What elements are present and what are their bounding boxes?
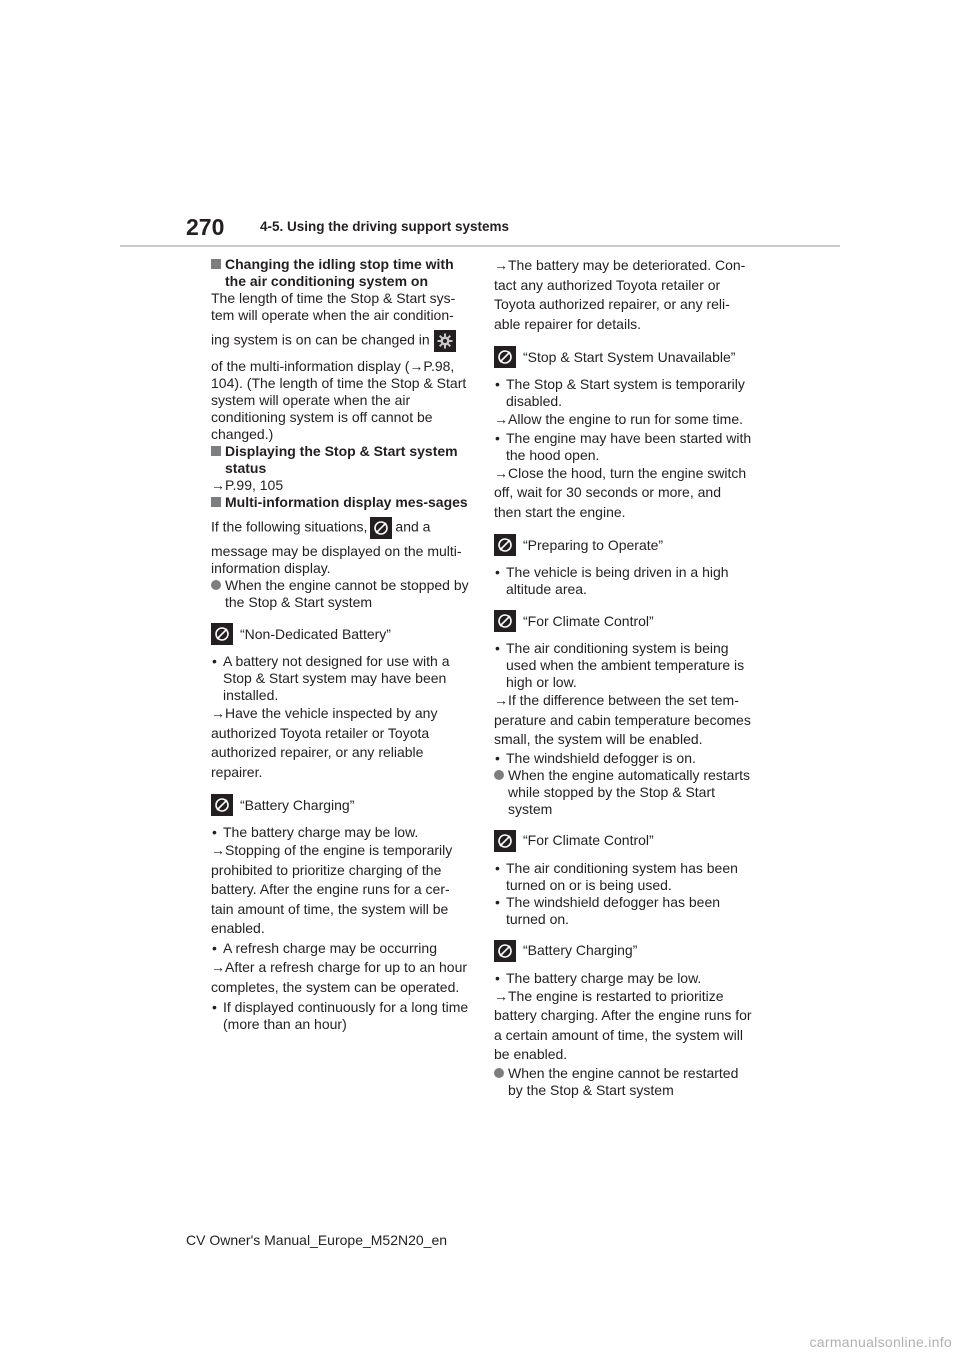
list-item: • The battery charge may be low. — [494, 970, 752, 987]
message-for-climate-control — [494, 830, 752, 852]
paragraph-settings-line — [211, 330, 469, 352]
list-item: • A battery not designed for use with a Stop & Start system may have been installed. — [211, 653, 469, 704]
paragraph: of the multi-information display (→P.98, 104). (The length of time the Stop & Start system will operate when the air conditioning system is off cannot be changed.) — [211, 358, 467, 442]
stop-start-indicator-icon — [494, 534, 516, 556]
list-item: • The air conditioning system is being used when the ambient temperature is high or low. — [494, 640, 752, 691]
bullet-cannot-stop — [211, 577, 469, 611]
bullet-auto-restart — [494, 767, 752, 818]
list-item: • The vehicle is being driven in a high altitude area. — [494, 564, 752, 598]
heading-text: Displaying the Stop & Start system status — [225, 443, 458, 476]
bullet-dot-icon — [211, 580, 221, 590]
action-text: →Close the hood, turn the engine switch off, wait for 30 seconds or more, and then start the engine. — [494, 464, 747, 520]
paragraph: message may be displayed on the multi-information display. — [211, 543, 462, 576]
message-text: “Battery Charging” — [523, 942, 638, 958]
heading-text: Multi-information display mes-sages — [225, 494, 468, 510]
action-text: →If the difference between the set tem-perature and cabin temperature becomes small, the system will be enabled. — [494, 692, 751, 747]
heading-square-icon — [211, 259, 221, 269]
message-text: “Non-Dedicated Battery” — [240, 625, 391, 642]
section-title: 4-5. Using the driving support systems — [260, 219, 510, 234]
heading-square-icon — [211, 446, 221, 456]
message-text: “For Climate Control” — [523, 832, 654, 848]
heading-status — [211, 443, 469, 477]
stop-start-indicator-icon — [494, 830, 516, 852]
page-reference: →P.99, 105 — [211, 477, 284, 493]
left-column — [211, 256, 469, 1033]
message-preparing-to-operate — [494, 534, 752, 556]
list-item: • If displayed continuously for a long time (more than an hour) — [211, 999, 469, 1033]
watermark: carmanualsonline.info — [809, 1334, 952, 1350]
message-system-unavailable — [494, 346, 752, 368]
message-text: “Stop & Start System Unavailable” — [523, 348, 736, 365]
paragraph-text: ing system is on can be changed in — [211, 331, 430, 348]
message-for-climate-control — [494, 610, 752, 632]
paragraph: The length of time the Stop & Start sys-tem will operate when the air condition- — [211, 290, 456, 323]
header-rule — [120, 245, 840, 247]
list-item: • The Stop & Start system is temporarily disabled. — [494, 376, 752, 410]
paragraph-text: and a — [395, 518, 431, 535]
paragraph-text: If the following situations, — [211, 518, 368, 535]
message-non-dedicated-battery — [211, 623, 469, 645]
action-text: →Allow the engine to run for some time. — [494, 411, 744, 427]
list-item: • The windshield defogger is on. — [494, 750, 752, 767]
bullet-dot-icon — [494, 1068, 504, 1078]
message-battery-charging — [211, 794, 469, 816]
message-text: “For Climate Control” — [523, 612, 654, 629]
stop-start-indicator-icon — [211, 794, 233, 816]
list-item: • The windshield defogger has been turned on. — [494, 894, 752, 928]
stop-start-indicator-icon — [211, 623, 233, 645]
action-text: →The battery may be deteriorated. Con-tact any authorized Toyota retailer or Toyota authorized repairer, or any reli-able repairer for details. — [494, 257, 746, 332]
bullet-dot-icon — [494, 770, 504, 780]
heading-text: Changing the idling stop time with the air conditioning system on — [225, 256, 454, 289]
message-text: “Battery Charging” — [240, 796, 355, 813]
heading-messages — [211, 494, 469, 511]
action-text: →After a refresh charge for up to an hour completes, the system can be operated. — [211, 959, 468, 995]
right-column — [494, 256, 752, 1099]
page-number: 270 — [186, 214, 225, 240]
paragraph-icon-line — [211, 517, 469, 539]
message-text: “Preparing to Operate” — [523, 536, 664, 553]
heading-idling-stop-time — [211, 256, 469, 290]
bullet-text: When the engine cannot be stopped by the Stop & Start system — [225, 577, 469, 610]
action-text: →The engine is restarted to prioritize battery charging. After the engine runs for a certain amount of time, the system will be enabled. — [494, 987, 752, 1062]
stop-start-indicator-icon — [370, 517, 392, 539]
list-item: • The engine may have been started with the hood open. — [494, 430, 752, 464]
message-battery-charging — [494, 940, 752, 962]
bullet-cannot-restart — [494, 1065, 752, 1099]
bullet-text: When the engine automatically restarts while stopped by the Stop & Start system — [508, 766, 751, 817]
gear-icon — [434, 330, 456, 352]
list-item: • The battery charge may be low. — [211, 824, 469, 841]
stop-start-indicator-icon — [494, 610, 516, 632]
heading-square-icon — [211, 497, 221, 507]
list-item: • The air conditioning system has been turned on or is being used. — [494, 860, 752, 894]
bullet-text: When the engine cannot be restarted by the Stop & Start system — [508, 1064, 739, 1098]
footer-manual-id: CV Owner's Manual_Europe_M52N20_en — [186, 1232, 448, 1248]
action-text: →Stopping of the engine is temporarily prohibited to prioritize charging of the battery. After the engine runs for a cer-tain amount of time, the system will be enabled. — [211, 842, 453, 936]
stop-start-indicator-icon — [494, 940, 516, 962]
action-text: →Have the vehicle inspected by any authorized Toyota retailer or Toyota authorized repairer, or any reliable repairer. — [211, 705, 438, 780]
list-item: • A refresh charge may be occurring — [211, 939, 469, 959]
stop-start-indicator-icon — [494, 346, 516, 368]
